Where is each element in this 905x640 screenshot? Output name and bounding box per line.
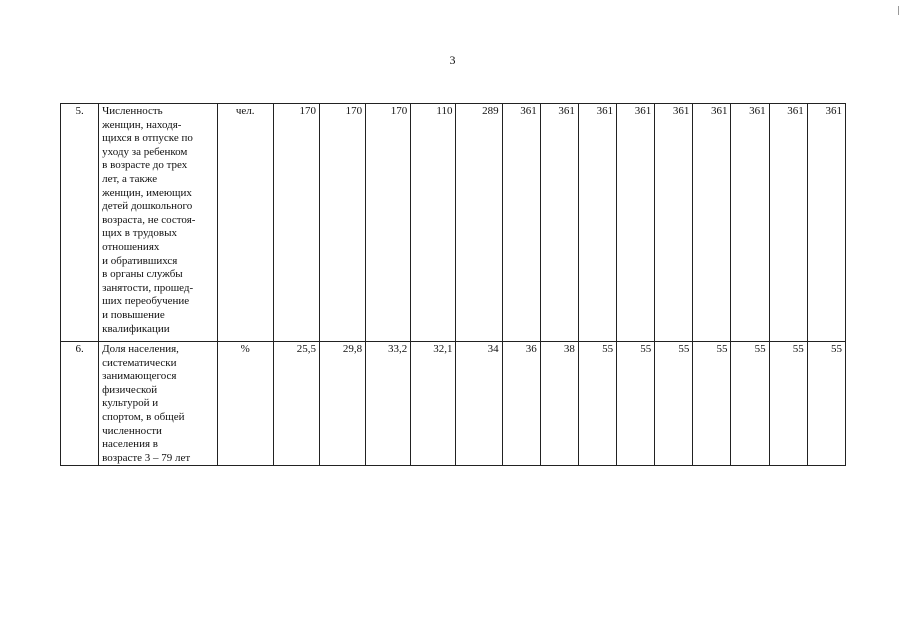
- indicator-name-line: систематически: [102, 356, 177, 369]
- indicator-name-line: и повышение: [102, 308, 165, 321]
- value-cell: 170: [273, 104, 319, 342]
- value-cell: 361: [502, 104, 540, 342]
- value-cell: 55: [769, 342, 807, 466]
- indicator-name-line: Численность: [102, 105, 163, 117]
- indicator-name-line: отношениях: [102, 240, 160, 253]
- indicator-name-line: населения в: [102, 438, 158, 451]
- indicator-name-line: щих в трудовых: [102, 227, 177, 240]
- indicator-name-line: лет, а также: [102, 172, 158, 185]
- value-cell: 110: [411, 104, 456, 342]
- value-cell: 55: [693, 342, 731, 466]
- value-cell: 361: [731, 104, 769, 342]
- value-cell: 170: [319, 104, 365, 342]
- value-cell: 33,2: [366, 342, 411, 466]
- value-cell: 29,8: [319, 342, 365, 466]
- indicator-name-line: женщин, находя-: [102, 118, 182, 131]
- indicator-name-line: занимающегося: [102, 370, 177, 383]
- value-cell: 55: [578, 342, 616, 466]
- indicator-name-line: физической: [102, 383, 158, 396]
- table-row: [61, 104, 846, 342]
- indicator-name-line: занятости, прошед-: [102, 281, 194, 294]
- value-cell: 289: [456, 104, 502, 342]
- value-cell: 55: [731, 342, 769, 466]
- value-cell: 170: [366, 104, 411, 342]
- indicator-name-line: уходу за ребенком: [102, 145, 188, 158]
- indicator-name-line: спортом, в общей: [102, 410, 185, 423]
- indicator-name-line: возраста, не состоя-: [102, 213, 196, 226]
- indicator-name-line: численности: [102, 424, 162, 437]
- scan-edge-mark: [898, 6, 899, 15]
- indicator-name: [99, 342, 217, 466]
- indicator-name-line: Доля населения,: [102, 343, 179, 355]
- indicator-table: [60, 103, 846, 466]
- indicator-name-line: ших переобучение: [102, 295, 190, 308]
- unit-cell: %: [217, 342, 273, 466]
- indicator-name-line: и обратившихся: [102, 254, 178, 267]
- value-cell: 361: [578, 104, 616, 342]
- page-number: 3: [449, 53, 456, 67]
- value-cell: 25,5: [273, 342, 319, 466]
- row-number: 5.: [61, 104, 99, 342]
- indicator-name-line: культурой и: [102, 397, 159, 410]
- table-row: [61, 342, 846, 466]
- indicator-name-line: женщин, имеющих: [102, 186, 192, 199]
- value-cell: 32,1: [411, 342, 456, 466]
- value-cell: 361: [540, 104, 578, 342]
- value-cell: 38: [540, 342, 578, 466]
- value-cell: 361: [693, 104, 731, 342]
- value-cell: 55: [617, 342, 655, 466]
- indicator-name: [99, 104, 217, 342]
- indicator-name-line: возрасте 3 – 79 лет: [102, 451, 191, 464]
- value-cell: 36: [502, 342, 540, 466]
- indicator-name-line: квалификации: [102, 322, 170, 335]
- indicator-name-line: в возрасте до трех: [102, 159, 188, 172]
- indicator-name-line: детей дошкольного: [102, 200, 193, 213]
- value-cell: 34: [456, 342, 502, 466]
- indicator-name-line: щихся в отпуске по: [102, 132, 193, 145]
- value-cell: 55: [655, 342, 693, 466]
- value-cell: 361: [655, 104, 693, 342]
- unit-cell: чел.: [217, 104, 273, 342]
- indicator-name-line: в органы службы: [102, 268, 183, 281]
- value-cell: 361: [769, 104, 807, 342]
- row-number: 6.: [61, 342, 99, 466]
- value-cell: 361: [807, 104, 845, 342]
- value-cell: 361: [617, 104, 655, 342]
- value-cell: 55: [807, 342, 845, 466]
- table-body: [61, 104, 846, 466]
